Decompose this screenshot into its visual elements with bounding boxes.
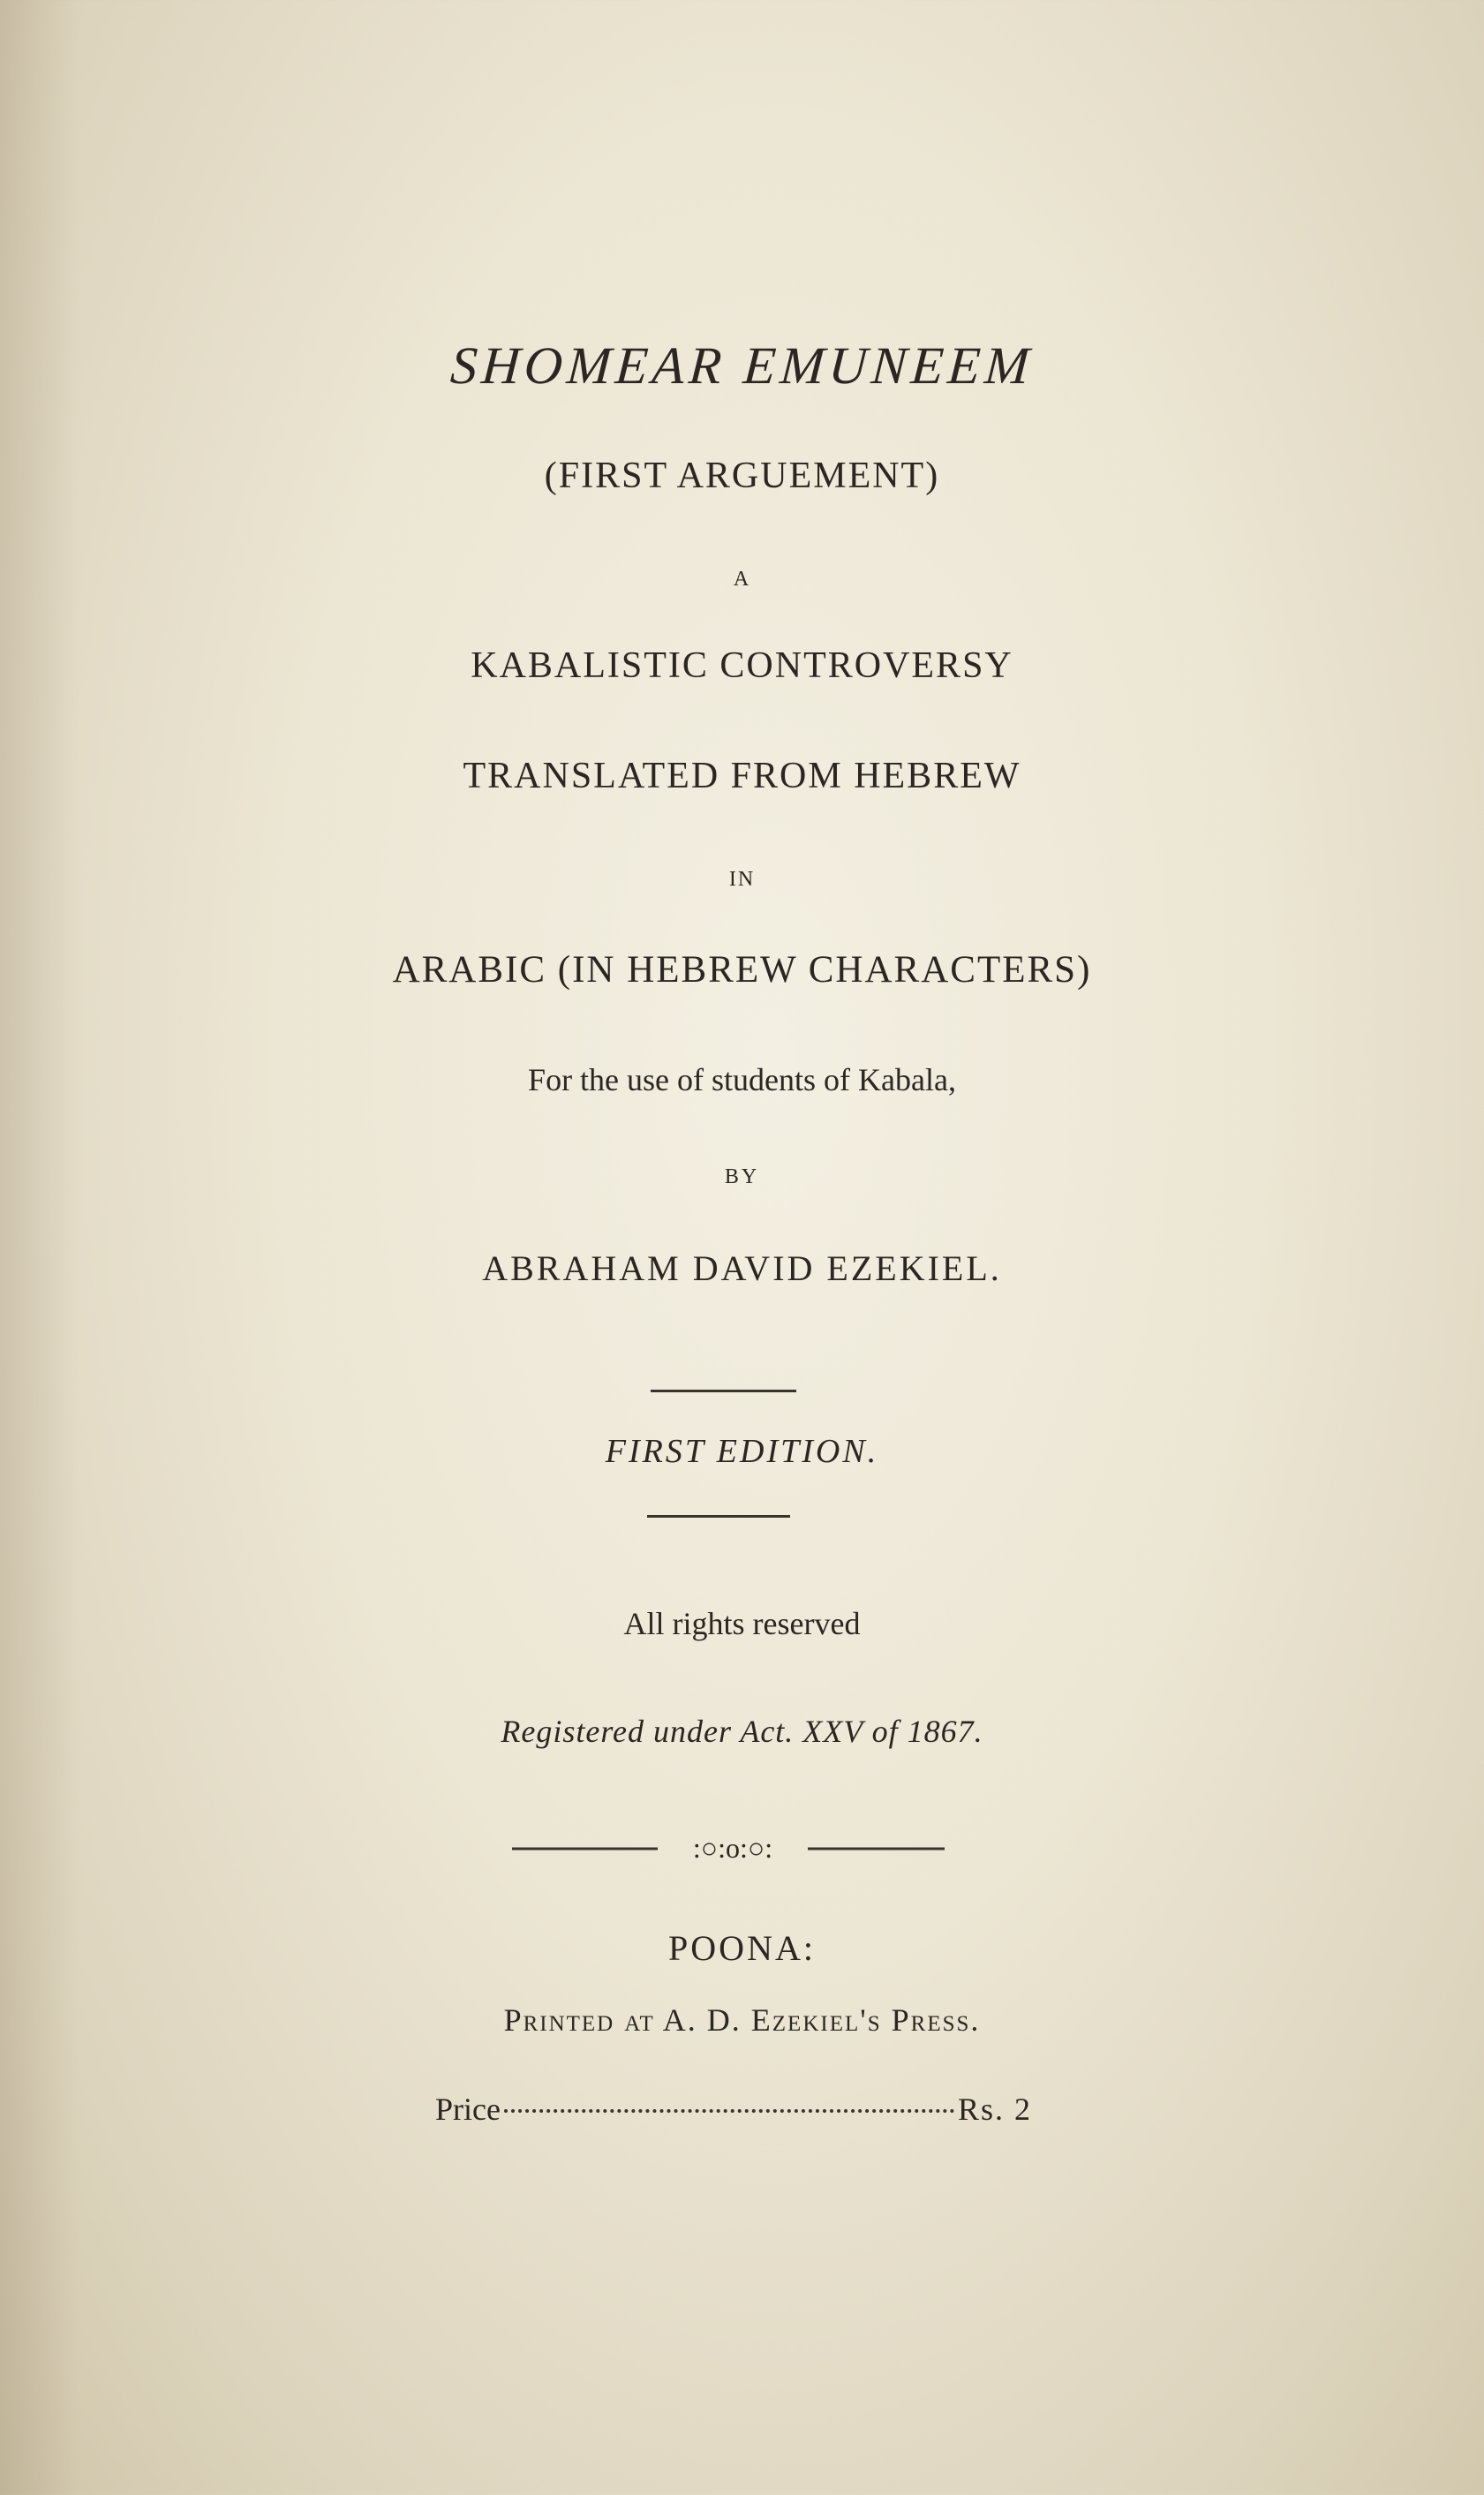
book-subtitle: (FIRST ARGUEMENT) xyxy=(544,456,940,496)
description-line-3: ARABIC (IN HEBREW CHARACTERS) xyxy=(392,949,1092,991)
price-value: Rs. 2 xyxy=(957,2092,1032,2127)
price-label: Price xyxy=(435,2092,501,2127)
registration-notice: Registered under Act. XXV of 1867. xyxy=(501,1714,983,1749)
audience-line: For the use of students of Kabala, xyxy=(528,1062,956,1097)
ornament-divider xyxy=(512,1828,953,1872)
price-leader-dots xyxy=(504,2109,954,2113)
connector-a: A xyxy=(733,568,751,591)
book-title: SHOMEAR EMUNEEM xyxy=(448,336,1036,395)
description-line-1: KABALISTIC CONTROVERSY xyxy=(471,645,1013,686)
divider-bottom xyxy=(647,1515,790,1518)
edition-label: FIRST EDITION. xyxy=(605,1433,879,1470)
price-row xyxy=(435,2091,1032,2135)
printer-line: Printed at A. D. Ezekiel's Press. xyxy=(503,2002,981,2038)
ornament-glyphs: :○:o:○: xyxy=(692,1832,773,1864)
author-name: ABRAHAM DAVID EZEKIEL. xyxy=(482,1248,1002,1288)
rights-notice: All rights reserved xyxy=(623,1606,861,1641)
connector-by: BY xyxy=(724,1165,760,1188)
connector-in: IN xyxy=(728,868,756,891)
publication-city: POONA: xyxy=(668,1928,816,1968)
description-line-2: TRANSLATED FROM HEBREW xyxy=(463,756,1021,796)
divider-top xyxy=(651,1390,796,1392)
